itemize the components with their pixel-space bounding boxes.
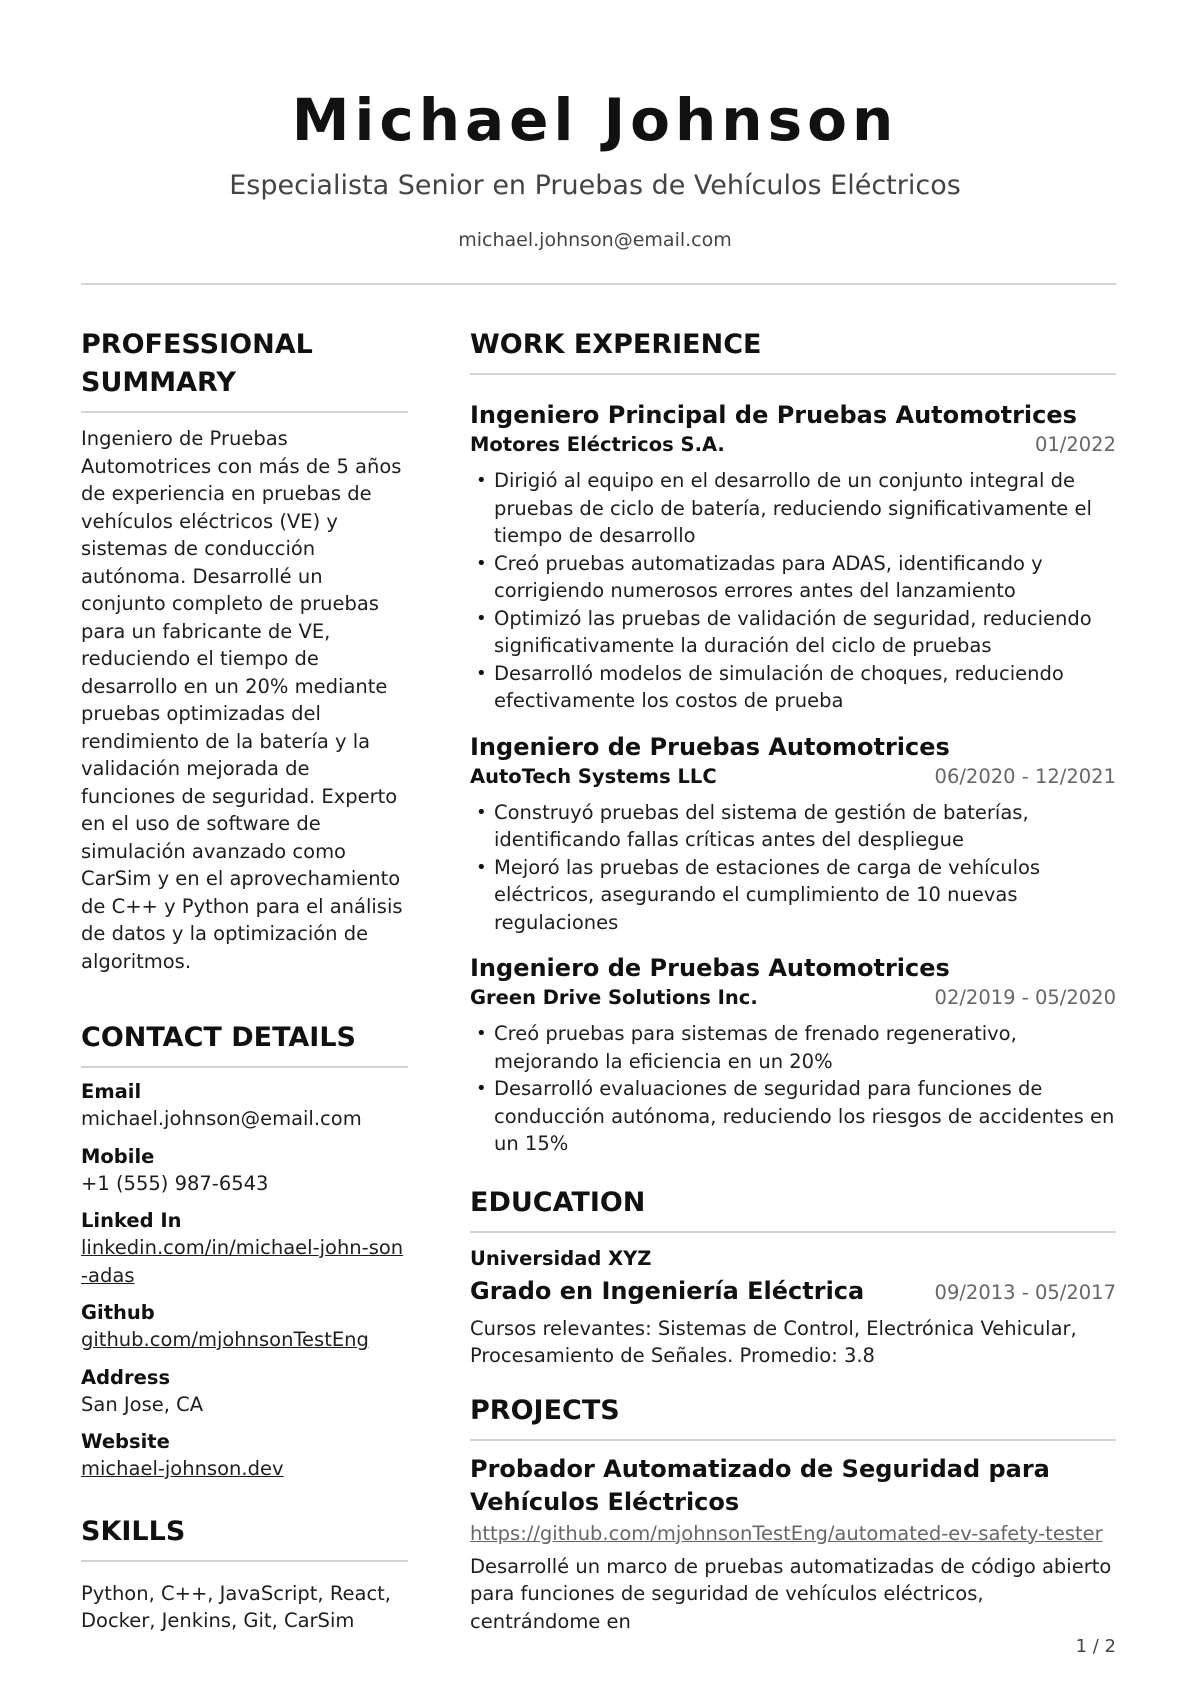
job-bullet: • Dirigió al equipo en el desarrollo de un conjunto integral de pruebas de ciclo de batería, reduciendo significativamente el tiempo de desarrollo [470, 467, 1116, 550]
job-bullet: • Desarrolló evaluaciones de seguridad para funciones de conducción autónoma, reduciendo los riesgos de accidentes en un 15% [470, 1075, 1116, 1158]
job-company: Motores Eléctricos S.A. [470, 433, 725, 456]
project-description: Desarrollé un marco de pruebas automatizadas de código abierto para funciones de seguridad de vehículos eléctricos, centrándome en [470, 1554, 1112, 1633]
contact-website-link[interactable]: michael-johnson.dev [81, 1457, 284, 1480]
job-bullets [470, 467, 1116, 715]
experience-section [470, 326, 1116, 1158]
contact-github-link[interactable]: github.com/mjohnsonTestEng [81, 1328, 369, 1351]
contact-section [81, 1019, 408, 1483]
education-divider [470, 1231, 1116, 1233]
education-date: 09/2013 - 05/2017 [934, 1280, 1116, 1304]
summary-text: Ingeniero de Pruebas Automotrices con más de 5 años de experiencia en pruebas de vehículos eléctricos (VE) y sistemas de conducción autónoma. Desarrollé un conjunto completo de pruebas para un fabricante de VE, reduciendo el tiempo de desarrollo en un 20% mediante pruebas optimizadas del rendimiento de la batería y la validación mejorada de funciones de seguridad. Experto en el uso de software de simulación avanzado como CarSim y en el aprovechamiento de C++ y Python para el análisis de datos y la optimización de algoritmos. [81, 427, 403, 973]
resume-name: Michael Johnson [291, 86, 899, 154]
header-divider [81, 283, 1116, 285]
contact-website-label: Website [81, 1430, 170, 1453]
job-title: Ingeniero de Pruebas Automotrices [470, 732, 950, 761]
job-date: 02/2019 - 05/2020 [934, 986, 1116, 1009]
job-bullets [470, 799, 1116, 937]
experience-heading: WORK EXPERIENCE [470, 329, 762, 360]
summary-heading: PROFESSIONAL SUMMARY [81, 329, 313, 398]
job-company: Green Drive Solutions Inc. [470, 986, 758, 1009]
skills-heading: SKILLS [81, 1515, 186, 1547]
contact-address-value: San Jose, CA [81, 1392, 204, 1416]
projects-section [470, 1392, 1116, 1636]
summary-section [81, 326, 408, 975]
education-heading: EDUCATION [470, 1186, 646, 1218]
education-section [470, 1184, 1116, 1370]
contact-address-label: Address [81, 1365, 171, 1389]
skills-divider [81, 1560, 408, 1562]
contact-mobile-label: Mobile [81, 1144, 155, 1168]
job-bullet: • Construyó pruebas del sistema de gestión de baterías, identificando fallas críticas antes del despliegue [470, 799, 1116, 854]
job-date: 06/2020 - 12/2021 [934, 764, 1116, 788]
contact-heading: CONTACT DETAILS [81, 1022, 356, 1053]
page-number: 1 / 2 [1075, 1636, 1116, 1657]
education-school: Universidad XYZ [470, 1246, 652, 1270]
skills-text: Python, C++, JavaScript, React, Docker, Jenkins, Git, CarSim [81, 1581, 392, 1632]
education-degree: Grado en Ingeniería Eléctrica [470, 1276, 865, 1305]
job-date: 01/2022 [1034, 433, 1116, 456]
job-entry [470, 952, 1116, 1158]
projects-divider [470, 1439, 1116, 1441]
job-bullet: • Mejoró las pruebas de estaciones de carga de vehículos eléctricos, asegurando el cumplimiento de 10 nuevas regulaciones [470, 854, 1116, 937]
job-company: AutoTech Systems LLC [470, 764, 717, 788]
project-title: Probador Automatizado de Seguridad para Vehículos Eléctricos [470, 1454, 1050, 1516]
contact-email-value[interactable]: michael.johnson@email.com [81, 1107, 362, 1130]
job-entry [470, 731, 1116, 937]
right-column [470, 326, 1116, 1635]
contact-linkedin-link[interactable]: linkedin.com/in/michael-john-son-adas [81, 1236, 404, 1287]
projects-heading: PROJECTS [470, 1394, 620, 1426]
project-link[interactable]: https://github.com/mjohnsonTestEng/automated-ev-safety-tester [470, 1521, 1103, 1545]
job-title: Ingeniero de Pruebas Automotrices [470, 954, 950, 982]
experience-divider [470, 373, 1116, 375]
job-bullet: • Optimizó las pruebas de validación de seguridad, reduciendo significativamente la duración del ciclo de pruebas [470, 605, 1116, 660]
job-bullet: • Creó pruebas para sistemas de frenado regenerativo, mejorando la eficiencia en un 20% [470, 1020, 1116, 1075]
job-title: Ingeniero Principal de Pruebas Automotrices [470, 401, 1077, 429]
skills-section [81, 1513, 408, 1635]
job-bullet: • Desarrolló modelos de simulación de choques, reduciendo efectivamente los costos de prueba [470, 660, 1116, 715]
header-email[interactable]: michael.johnson@email.com [458, 229, 732, 251]
contact-linkedin-label: Linked In [81, 1209, 182, 1232]
contact-mobile-value: +1 (555) 987-6543 [81, 1171, 269, 1195]
contact-divider [81, 1066, 408, 1068]
left-column [81, 326, 408, 1635]
job-bullet: • Creó pruebas automatizadas para ADAS, identificando y corrigiendo numerosos errores antes del lanzamiento [470, 550, 1116, 605]
resume-title: Especialista Senior en Pruebas de Vehículos Eléctricos [229, 170, 961, 201]
contact-email-label: Email [81, 1080, 142, 1103]
job-entry [470, 399, 1116, 715]
summary-divider [81, 411, 408, 413]
job-bullets [470, 1020, 1116, 1158]
education-details: Cursos relevantes: Sistemas de Control, Electrónica Vehicular, Procesamiento de Señales. Promedio: 3.8 [470, 1316, 1077, 1367]
contact-github-label: Github [81, 1301, 155, 1324]
